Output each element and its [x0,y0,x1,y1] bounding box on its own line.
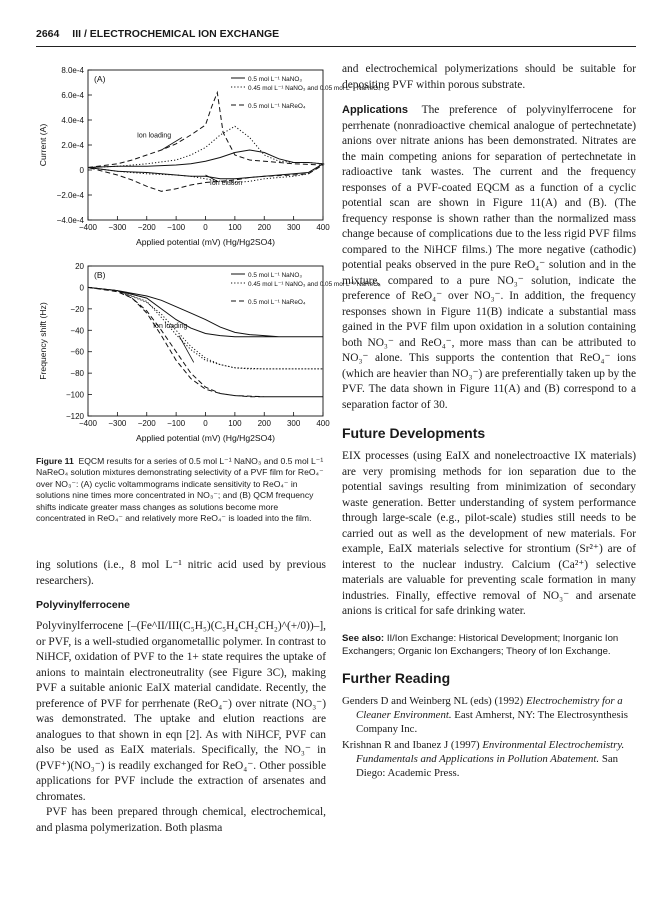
caption-label: Figure 11 [36,456,74,466]
reference-item [342,694,636,736]
x-tick-label: 200 [257,419,271,428]
y-tick-label: −60 [70,347,84,357]
x-tick-label: 400 [316,223,330,232]
x-tick-label: −100 [167,223,186,232]
running-head [36,28,636,44]
x-tick-label: −400 [78,419,98,428]
heading-further-reading: Further Reading [342,669,451,686]
legend-label: 0.45 mol L⁻¹ NaNO₃ and 0.05 mol L⁻¹ NaReO₄ [248,85,381,92]
legend-label: 0.5 mol L⁻¹ NaReO₄ [248,299,306,306]
panel-label: (B) [94,270,106,280]
paragraph-continued: ing solutions (i.e., 8 mol L⁻¹ nitric acid used by previous researchers). [36,559,326,587]
y-tick-label: −20 [70,304,84,314]
figure-caption [36,456,326,524]
y-tick-label: −100 [65,390,84,400]
page-number: 2664 [36,28,60,40]
y-tick-label: −2.0e-4 [56,191,84,200]
x-tick-label: 0 [203,223,208,232]
subheading-polyvinylferrocene: Polyvinylferrocene [36,599,130,611]
series-line [88,150,323,179]
applications-text: The preference of polyvinylferrocene for perrhenate (nonradioactive chemical analogue of pertechnetate) anions over nitrate anions has been demonstrated. Nitrates are the main competing anions for separation of pertechnetate in radioactive tank wastes. The current and the frequency responses of a PVF-coated EQCM as a function of a cyclic potential scan are shown in Figure 11(A) and (B). (The frequency response is shown rather than the normalized mass change because of complications due to the less rigid PVF films compared to the NiHCF films.) The more negative (cathodic) potential peaks observed in the pure ReO₄⁻ solution and in the mixture, compared to a pure NO₃⁻ solution, indicate the preference of ReO₄⁻ over NO₃⁻. In addition, the frequency responses shown in Figure 11(B) indicate a substantial mass gained in the PVF film upon oxidation in a solution containing both NO₃⁻ and ReO₄⁻, more mass than can be attributed to NO₃⁻ alone. This supports the contention that ReO₄⁻ ions (which are heavier than NO₃⁻) are preferentially taken up by the PVF. The data shown in Figure 11(A) and (B) correspond to a separation factor of 30. [342,104,636,411]
plot-frame [88,266,323,416]
see-also-text: II/Ion Exchange: Historical Development; Inorganic Ion Exchangers; Organic Ion Exchangers; Theory of Ion Exchange. [342,632,619,657]
caption-text: EQCM results for a series of 0.5 mol L⁻¹ NaNO₃ and 0.5 mol L⁻¹ NaReO₄ solution mixtures demonstrating selectivity of a PVF film for ReO₄⁻ over NO₃⁻: (A) cyclic voltammograms indicate sensitivity to ReO₄⁻ in solutions nine times more concentrated in NO₃⁻; and (B) QCM frequency shifts indicate greater mass changes as solutions become more concentrated in ReO₄⁻ and relatively more ReO₄⁻ is loaded into the film. [36,456,324,524]
x-tick-label: 100 [228,223,242,232]
x-axis-label: Applied potential (mV) (Hg/Hg2SO4) [136,237,275,247]
legend-label: 0.45 mol L⁻¹ NaNO₃ and 0.05 mol L⁻¹ NaReO₄ [248,281,381,288]
reference-title: Electrochemistry for a Cleaner Environment. [356,694,623,721]
figure-11b [36,258,381,453]
running-head-title: III / ELECTROCHEMICAL ION EXCHANGE [72,28,280,40]
legend-label: 0.5 mol L⁻¹ NaReO₄ [248,103,306,110]
panel-label: (A) [94,74,106,84]
reference-item [342,738,636,780]
y-tick-label: 6.0e-4 [61,91,84,100]
legend-label: 0.5 mol L⁻¹ NaNO₃ [248,272,302,279]
y-axis-label: Frequency shift (Hz) [38,302,48,380]
reference-rest: East Amherst, NY: The Electrosynthesis Company Inc. [356,708,628,735]
header-rule [36,46,636,47]
see-also-label: See also: [342,632,385,644]
y-axis-label: Current (A) [38,123,48,167]
y-tick-label: 20 [75,262,84,271]
reference-authors: Genders D and Weinberg NL (eds) (1992) [342,694,524,707]
x-tick-label: 0 [203,419,208,428]
paragraph-applications [342,103,636,413]
x-tick-label: 200 [257,223,271,232]
legend-label: 0.5 mol L⁻¹ NaNO₃ [248,76,302,83]
paragraph-future: EIX processes (using EaIX and nonelectroactive IX materials) are very promising methods for ion separation due to the potential savings resulting from minimization of secondary waste generation. Better understanding of system performance through large-scale (e.g., pilot-scale) studies still needs to be carried out as well as the development of new materials. For example, EaIX materials selective for strontium (Sr²⁺) are of interest to the nuclear industry. Calcium (Ca²⁺) selective materials are valuable for preventing scale formation in many industries. Finally, effective removal of NO₃⁻ and arsenate anions is critical for safe drinking water. [342,450,636,617]
applications-lead: Applications [342,104,409,116]
reference-authors: Krishnan R and Ibanez J (1997) [342,738,480,751]
x-tick-label: −300 [108,419,127,428]
heading-future-developments: Future Developments [342,425,486,441]
y-tick-label: 2.0e-4 [61,141,84,150]
annotation-ion-loading: Ion loading [153,323,188,331]
chart-b-svg [36,258,381,453]
x-tick-label: −200 [137,223,156,232]
annotation-ion-loading: Ion loading [136,132,172,140]
annotation-ion-elution: Ion elution [209,180,243,187]
right-column-text [342,62,636,782]
y-tick-label: −80 [70,369,84,379]
x-tick-label: 100 [228,419,242,428]
y-tick-label: −40 [70,326,84,336]
reference-title: Environmental Electrochemistry. Fundamentals and Applications in Pollution Abatement. [356,738,625,765]
x-tick-label: −400 [78,223,98,232]
x-tick-label: 300 [286,419,301,428]
y-tick-label: −4.0e-4 [56,216,84,225]
series-line [88,287,323,336]
paragraph-pvf-2: PVF has been prepared through chemical, electrochemical, and plasma polymerization. Both plasma [36,806,326,834]
x-axis-label: Applied potential (mV) (Hg/Hg2SO4) [136,433,275,443]
reference-rest: San Diego: Academic Press. [356,752,619,779]
x-tick-label: 400 [316,419,330,428]
see-also [342,632,636,658]
x-tick-label: −200 [137,419,156,428]
x-tick-label: −100 [167,419,186,428]
y-tick-label: 4.0e-4 [61,116,84,125]
paragraph-pvf-1: Polyvinylferrocene [–(Fe^II/III(C₅H₅)(C₅H₄CH₂CH₂)^(+/0))–], or PVF, is a well-studied organometallic polymer. In contrast to NiHCF, oxidation of PVF to the 1+ state requires the uptake of anions to maintain electroneutrality (see Figure 3C), making PVF a suitable anionic EaIX material candidate. Recently, the preference of PVF for perrhenate (ReO₄⁻) over nitrate (NO₃⁻) was demonstrated. The uptake and elution reactions are analogues to that shown in eqn [2]. As with NiHCF, PVF can also be used as EaIX materials. Specifically, the NO₃⁻ in (PVF⁺)(NO₃⁻) is readily exchanged for ReO₄⁻. Other possible applications for PVF include the extraction of arsenates and chromates. [36,620,326,803]
y-tick-label: 0 [79,166,84,175]
left-column-text [36,558,326,836]
y-tick-label: 0 [79,283,84,293]
y-tick-label: 8.0e-4 [61,66,84,75]
x-tick-label: 300 [286,223,301,232]
x-tick-label: −300 [108,223,127,232]
paragraph-top: and electrochemical polymerizations should be suitable for depositing PVF within porous substrate. [342,63,636,91]
plot-frame [88,70,323,220]
y-tick-label: −120 [65,412,84,421]
